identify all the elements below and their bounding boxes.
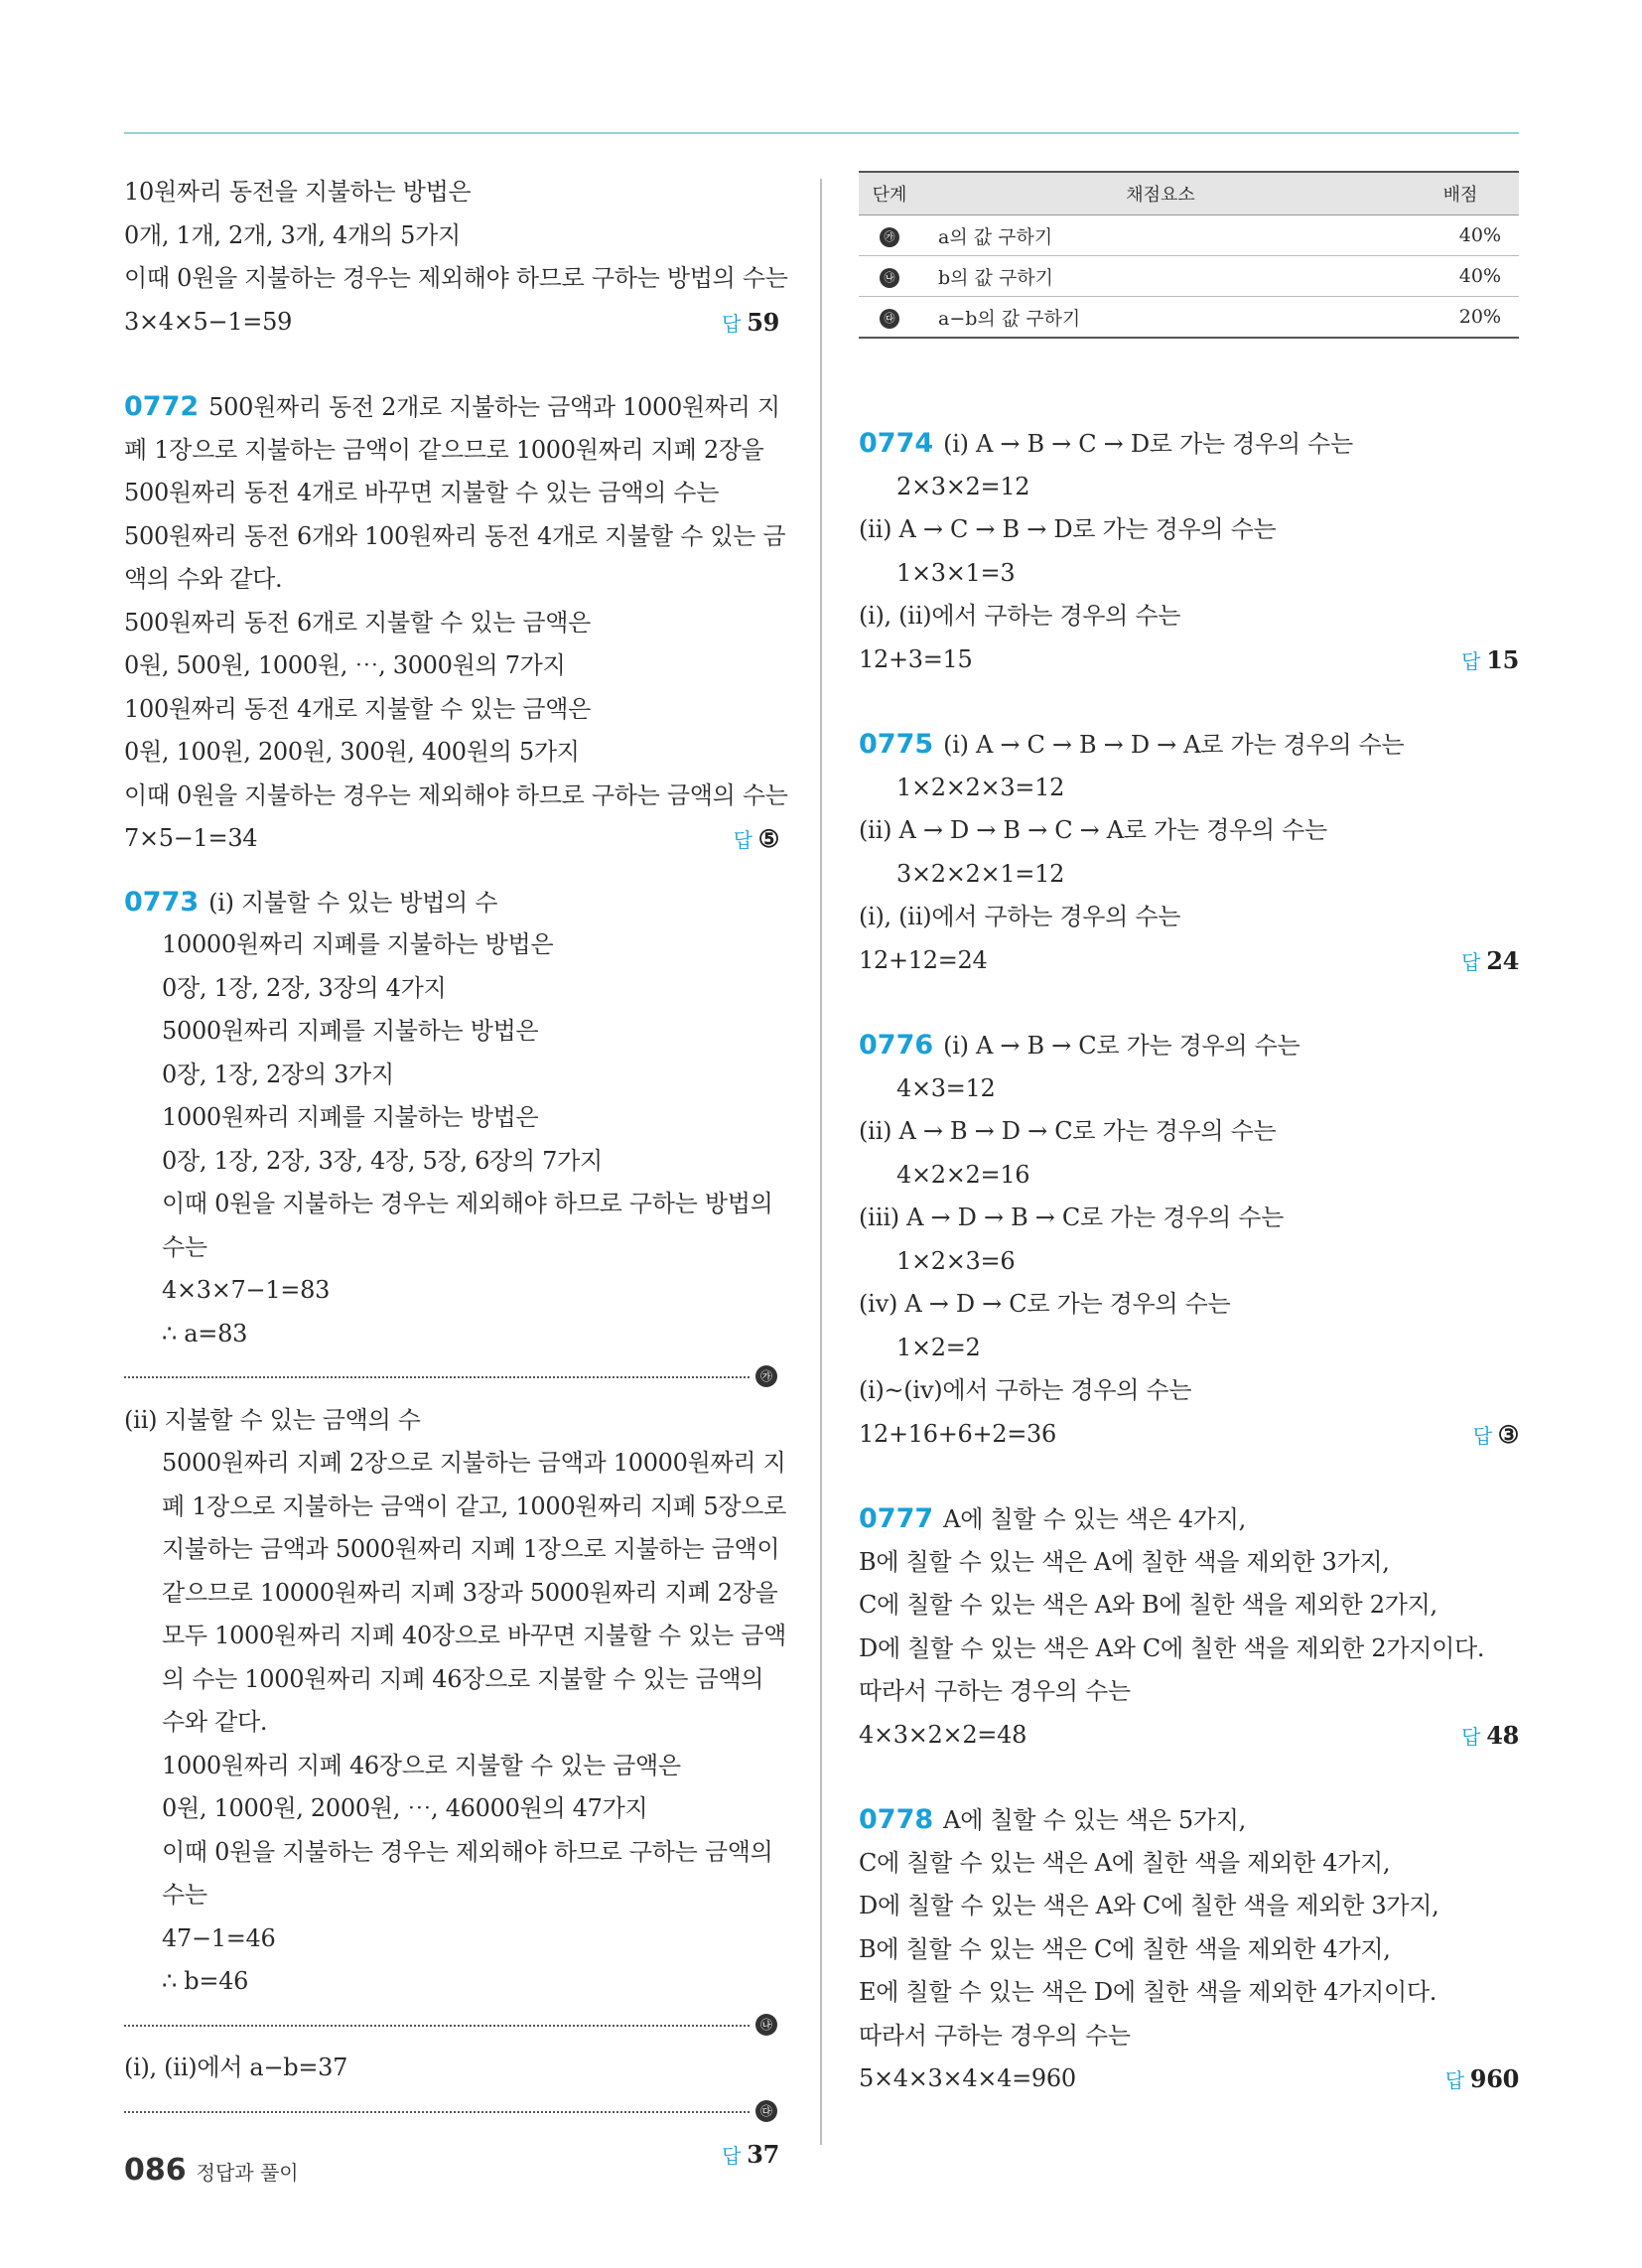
table-header: 채점요소 xyxy=(920,172,1401,215)
text-line xyxy=(859,1413,1519,1457)
equation: 12+12=24 xyxy=(859,945,988,974)
text-line: C에 칠할 수 있는 색은 A와 B에 칠한 색을 제외한 2가지, xyxy=(859,1591,1437,1619)
text-line: 따라서 구하는 경우의 수는 xyxy=(859,2021,1131,2050)
problem-0774 xyxy=(859,422,1519,681)
text-line: B에 칠할 수 있는 색은 C에 칠한 색을 제외한 4가지, xyxy=(859,1934,1391,1963)
text-line: (ⅱ) A → D → B → C → A로 가는 경우의 수는 xyxy=(859,816,1327,844)
footer-title: 정답과 풀이 xyxy=(196,2161,299,2185)
text-line xyxy=(859,1714,1519,1758)
step-marker: ㉮ xyxy=(755,1365,777,1387)
text-line: (ⅱ) A → C → B → D로 가는 경우의 수는 xyxy=(859,515,1277,543)
text-line: 0원, 100원, 200원, 300원, 400원의 5가지 xyxy=(124,738,580,766)
problem-number: 0774 xyxy=(859,428,934,459)
answer-label: 답 xyxy=(1444,2068,1464,2092)
text-line xyxy=(859,422,1519,466)
step-marker: ㉯ xyxy=(880,268,899,288)
answer-label: 답 xyxy=(722,311,742,336)
solution-continued xyxy=(124,171,788,344)
problem-0777 xyxy=(859,1497,1519,1757)
problem-number: 0778 xyxy=(859,1804,934,1835)
equation: 12+3=15 xyxy=(859,644,973,673)
points: 40% xyxy=(1401,215,1519,256)
step-marker: ㉮ xyxy=(880,227,899,247)
criterion: b의 값 구하기 xyxy=(920,256,1401,297)
text-line: 4×3×7−1=83 xyxy=(162,1276,331,1304)
text-line: 이때 0원을 지불하는 경우는 제외해야 하므로 구하는 방법의 수는 xyxy=(124,264,788,292)
points: 40% xyxy=(1401,256,1519,297)
equation: 12+16+6+2=36 xyxy=(859,1419,1056,1448)
text-line xyxy=(859,723,1519,767)
text-line: 1×3×1=3 xyxy=(896,558,1016,587)
answer-label: 답 xyxy=(1461,648,1481,673)
text-line-content: (ⅰ) 지불할 수 있는 방법의 수 xyxy=(208,888,498,917)
table-row xyxy=(859,297,1519,339)
equation: 4×3×2×2=48 xyxy=(859,1720,1027,1749)
text-line: ∴ b=46 xyxy=(162,1967,249,1995)
answer xyxy=(1445,2057,1519,2103)
text-line-content: A에 칠할 수 있는 색은 4가지, xyxy=(943,1505,1246,1533)
answer-label: 답 xyxy=(733,828,753,852)
answer xyxy=(722,301,779,347)
equation: 7×5−1=34 xyxy=(124,824,258,852)
text-line: 0장, 1장, 2장, 3장, 4장, 5장, 6장의 7가지 xyxy=(162,1146,603,1175)
equation: 3×4×5−1=59 xyxy=(124,307,293,336)
right-column xyxy=(859,171,1519,2101)
text-line: 이때 0원을 지불하는 경우는 제외해야 하므로 구하는 금액의 xyxy=(162,1837,773,1866)
answer xyxy=(1461,939,1519,985)
text-line: 수는 xyxy=(162,1881,207,1909)
answer-value: ⑤ xyxy=(757,824,779,853)
text-line: 5000원짜리 지폐를 지불하는 방법은 xyxy=(162,1017,539,1045)
table-row xyxy=(859,256,1519,297)
text-line xyxy=(124,385,779,429)
text-line: (ⅰ)~(ⅳ)에서 구하는 경우의 수는 xyxy=(859,1376,1192,1404)
text-line xyxy=(124,301,779,345)
problem-number: 0773 xyxy=(124,886,200,918)
text-line: 0원, 1000원, 2000원, ⋯, 46000원의 47가지 xyxy=(162,1794,648,1822)
text-line: 0개, 1개, 2개, 3개, 4개의 5가지 xyxy=(124,220,461,249)
text-line xyxy=(859,638,1519,682)
text-line xyxy=(124,881,779,924)
answer-label: 답 xyxy=(1472,1423,1492,1448)
text-line: (ⅰ), (ⅱ)에서 구하는 경우의 수는 xyxy=(859,903,1181,930)
text-line: 0장, 1장, 2장, 3장의 4가지 xyxy=(162,973,447,1002)
problem-0778 xyxy=(859,1798,1519,2101)
answer-value: 15 xyxy=(1486,644,1519,674)
text-line: 500원짜리 동전 4개로 바꾸면 지불할 수 있는 금액의 수는 xyxy=(124,479,720,506)
text-line: ∴ a=83 xyxy=(162,1319,248,1347)
problem-0775 xyxy=(859,723,1519,982)
text-line: 3×2×2×1=12 xyxy=(896,859,1065,888)
text-line: 1000원짜리 지폐 46장으로 지불할 수 있는 금액은 xyxy=(162,1751,681,1779)
text-line: 수는 xyxy=(162,1232,207,1261)
text-line: 10000원짜리 지폐를 지불하는 방법은 xyxy=(162,930,554,958)
text-line: 1×2×2×3=12 xyxy=(896,773,1065,801)
text-line: 폐 1장으로 지불하는 금액이 같으므로 1000원짜리 지폐 2장을 xyxy=(124,435,764,464)
answer-label: 답 xyxy=(722,2144,742,2168)
table-header: 배점 xyxy=(1401,172,1519,215)
text-line: 같으므로 10000원짜리 지폐 3장과 5000원짜리 지폐 2장을 xyxy=(162,1578,778,1607)
page-number: 086 xyxy=(124,2153,187,2188)
text-line: 500원짜리 동전 6개로 지불할 수 있는 금액은 xyxy=(124,608,591,637)
text-line: 4×2×2=16 xyxy=(896,1160,1030,1189)
scoring-table xyxy=(859,171,1519,339)
text-line: 47−1=46 xyxy=(162,1923,276,1952)
text-line: 의 수는 1000원짜리 지폐 46장으로 지불할 수 있는 금액의 xyxy=(162,1664,764,1693)
text-line-content: (ⅰ) A → B → C → D로 가는 경우의 수는 xyxy=(943,430,1353,458)
text-line-content: A에 칠할 수 있는 색은 5가지, xyxy=(943,1806,1246,1834)
text-line: 1×2×3=6 xyxy=(896,1246,1016,1275)
left-column xyxy=(124,171,788,2177)
text-line: 수와 같다. xyxy=(162,1708,268,1736)
text-line xyxy=(859,1798,1519,1842)
text-line-content: (ⅰ) A → B → C로 가는 경우의 수는 xyxy=(943,1032,1300,1060)
text-line: 따라서 구하는 경우의 수는 xyxy=(859,1677,1131,1705)
points: 20% xyxy=(1401,297,1519,339)
criterion: a−b의 값 구하기 xyxy=(920,297,1401,339)
text-line xyxy=(859,1024,1519,1067)
text-line xyxy=(859,1497,1519,1541)
problem-0772 xyxy=(124,385,788,861)
step-divider xyxy=(124,2004,779,2048)
step-marker: ㉯ xyxy=(755,2014,777,2036)
problem-number: 0776 xyxy=(859,1030,934,1061)
problem-number: 0775 xyxy=(859,729,934,760)
text-line: B에 칠할 수 있는 색은 A에 칠한 색을 제외한 3가지, xyxy=(859,1547,1390,1576)
answer-value: ③ xyxy=(1497,1419,1519,1449)
text-line-content: (ⅰ) A → C → B → D → A로 가는 경우의 수는 xyxy=(943,731,1405,759)
text-line: (ⅱ) A → B → D → C로 가는 경우의 수는 xyxy=(859,1117,1277,1145)
text-line: 1×2=2 xyxy=(896,1333,981,1361)
text-line: D에 칠할 수 있는 색은 A와 C에 칠한 색을 제외한 3가지, xyxy=(859,1892,1439,1919)
problem-number: 0777 xyxy=(859,1503,934,1534)
problem-0776 xyxy=(859,1024,1519,1456)
text-line: 액의 수와 같다. xyxy=(124,565,283,593)
answer xyxy=(1461,1714,1519,1760)
answer-value: 960 xyxy=(1469,2064,1519,2093)
text-line: 2×3×2=12 xyxy=(896,472,1030,500)
table-row xyxy=(859,215,1519,256)
step-marker: ㉰ xyxy=(755,2100,777,2122)
answer xyxy=(734,817,779,863)
text-line: 0장, 1장, 2장의 3가지 xyxy=(162,1060,394,1088)
step-divider xyxy=(124,1355,779,1399)
text-line: D에 칠할 수 있는 색은 A와 C에 칠한 색을 제외한 2가지이다. xyxy=(859,1633,1485,1662)
text-line: 폐 1장으로 지불하는 금액이 같고, 1000원짜리 지폐 5장으로 xyxy=(162,1491,787,1520)
text-line: (ⅳ) A → D → C로 가는 경우의 수는 xyxy=(859,1290,1231,1318)
step-marker: ㉰ xyxy=(880,309,899,329)
text-line: (ⅲ) A → D → B → C로 가는 경우의 수는 xyxy=(859,1204,1285,1231)
answer-value: 24 xyxy=(1486,945,1519,975)
answer-value: 37 xyxy=(747,2140,779,2169)
text-line xyxy=(859,939,1519,983)
answer-label: 답 xyxy=(1461,1724,1481,1749)
answer-value: 48 xyxy=(1486,1720,1519,1750)
step-divider xyxy=(124,2090,779,2134)
text-line: E에 칠할 수 있는 색은 D에 칠한 색을 제외한 4가지이다. xyxy=(859,1978,1437,2006)
text-line: 5000원짜리 지폐 2장으로 지불하는 금액과 10000원짜리 지 xyxy=(162,1449,786,1477)
text-line: (ⅰ), (ⅱ)에서 구하는 경우의 수는 xyxy=(859,602,1181,630)
text-line: 0원, 500원, 1000원, ⋯, 3000원의 7가지 xyxy=(124,651,566,679)
text-line: 10원짜리 동전을 지불하는 방법은 xyxy=(124,178,472,206)
answer xyxy=(1461,638,1519,684)
text-line xyxy=(859,2057,1519,2101)
column-divider xyxy=(820,179,822,2145)
problem-number: 0772 xyxy=(124,391,200,422)
text-line: 100원짜리 동전 4개로 지불할 수 있는 금액은 xyxy=(124,694,591,723)
text-line: (ⅱ) 지불할 수 있는 금액의 수 xyxy=(124,1405,421,1434)
text-line xyxy=(124,817,779,861)
equation: 5×4×3×4×4=960 xyxy=(859,2064,1076,2092)
criterion: a의 값 구하기 xyxy=(920,215,1401,256)
text-line: 이때 0원을 지불하는 경우는 제외해야 하므로 구하는 방법의 xyxy=(162,1190,773,1217)
text-line: 1000원짜리 지폐를 지불하는 방법은 xyxy=(162,1103,539,1131)
page-footer xyxy=(124,2153,299,2188)
text-line: C에 칠할 수 있는 색은 A에 칠한 색을 제외한 4가지, xyxy=(859,1848,1391,1877)
problem-0773 xyxy=(124,881,787,2177)
answer-value: 59 xyxy=(747,307,779,337)
answer xyxy=(1473,1413,1519,1459)
table-header: 단계 xyxy=(859,172,920,215)
text-line-content: 500원짜리 동전 2개로 지불하는 금액과 1000원짜리 지 xyxy=(208,393,780,421)
top-rule xyxy=(124,132,1519,134)
text-line: 지불하는 금액과 5000원짜리 지폐 1장으로 지불하는 금액이 xyxy=(162,1535,780,1563)
text-line: 모두 1000원짜리 지폐 40장으로 바꾸면 지불할 수 있는 금액 xyxy=(162,1622,787,1649)
text-line: 이때 0원을 지불하는 경우는 제외해야 하므로 구하는 금액의 수는 xyxy=(124,780,788,809)
text-line: 4×3=12 xyxy=(896,1073,996,1102)
text-line: 500원짜리 동전 6개와 100원짜리 동전 4개로 지불할 수 있는 금 xyxy=(124,521,786,550)
answer xyxy=(722,2133,779,2179)
text-line: (ⅰ), (ⅱ)에서 a−b=37 xyxy=(124,2054,348,2081)
answer-label: 답 xyxy=(1461,949,1481,974)
